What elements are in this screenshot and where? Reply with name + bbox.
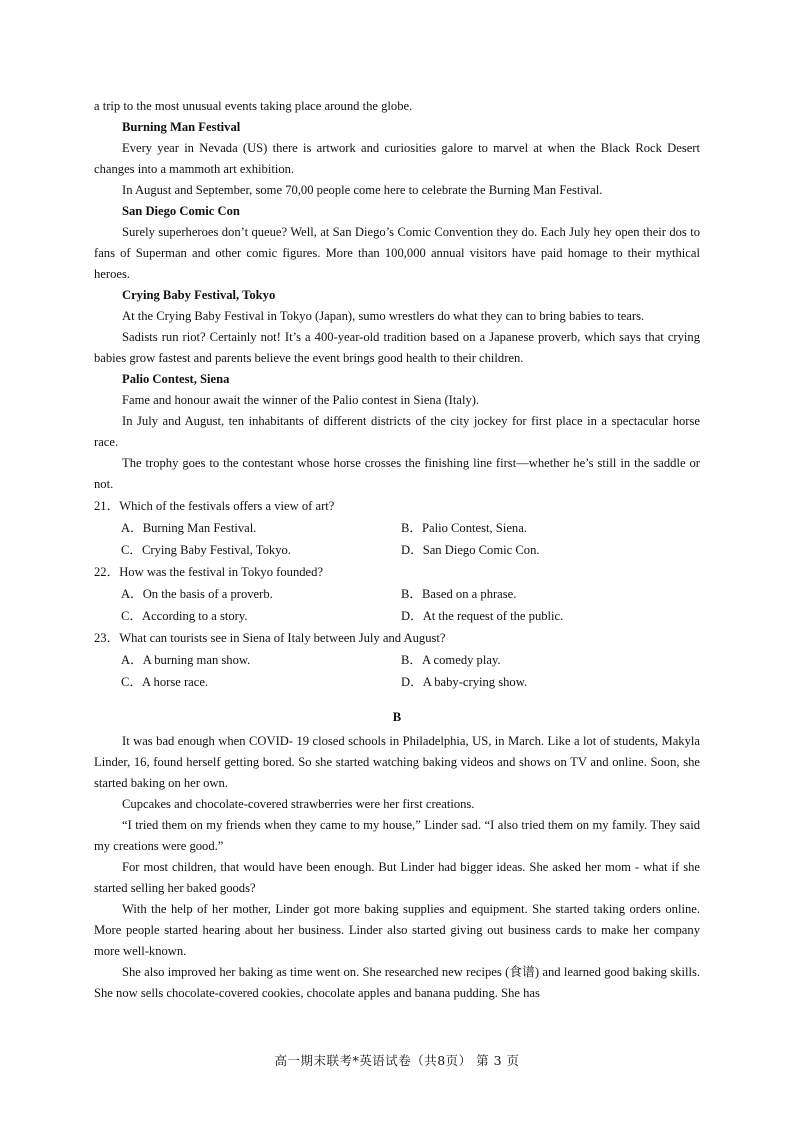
page-footer: 高一期末联考*英语试卷（共8页） 第 3 页	[274, 1053, 520, 1068]
question-21	[94, 495, 700, 561]
festival-title-burning-man: Burning Man Festival	[122, 120, 241, 134]
paragraph: “I tried them on my friends when they came to my house,” Linder sad. “I also tried them on my family. They said my creations were good.”	[94, 818, 700, 853]
paragraph: She also improved her baking as time went on. She researched new recipes (食谱) and learned good baking skills. She now sells chocolate-covered cookies, chocolate apples and banana pudding. She has	[94, 965, 700, 1000]
question-stem: 23．What can tourists see in Siena of Italy between July and August?	[94, 631, 446, 645]
paragraph: With the help of her mother, Linder got more baking supplies and equipment. She started taking orders online. More people started hearing about her business. Linder also started giving out business cards to make her company more well-known.	[94, 902, 700, 958]
festival-title-palio: Palio Contest, Siena	[122, 372, 230, 386]
paragraph: Fame and honour await the winner of the Palio contest in Siena (Italy).	[122, 393, 480, 407]
option-d: D．A baby-crying show.	[401, 675, 528, 689]
paragraph: Surely superheroes don’t queue? Well, at San Diego’s Comic Convention they do. Each July hey open their dos to fans of Superman and other comic figures. More than 100,000 annual visitors have paid homage to their mythical heroes.	[94, 225, 700, 281]
paragraph: Sadists run riot? Certainly not! It’s a 400-year-old tradition based on a Japanese proverb, which says that crying babies grow fastest and parents believe the event brings good health to their children.	[94, 330, 700, 365]
passage-a-intro: a trip to the most unusual events taking place around the globe.	[94, 99, 413, 113]
paragraph: For most children, that would have been enough. But Linder had bigger ideas. She asked her mom - what if she started selling her baked goods?	[94, 860, 700, 895]
option-b: B．Palio Contest, Siena.	[401, 521, 527, 535]
paragraph: At the Crying Baby Festival in Tokyo (Japan), sumo wrestlers do what they can to bring babies to tears.	[122, 309, 645, 323]
option-c: C．Crying Baby Festival, Tokyo.	[121, 543, 291, 557]
question-stem: 21．Which of the festivals offers a view of art?	[94, 499, 335, 513]
paragraph: It was bad enough when COVID- 19 closed schools in Philadelphia, US, in March. Like a lot of students, Makyla Linder, 16, found herself getting bored. So she started watching baking videos and shows on TV and online. Soon, she started baking on her own.	[94, 734, 700, 790]
option-d: D．San Diego Comic Con.	[401, 543, 540, 557]
festival-title-crying-baby: Crying Baby Festival, Tokyo	[122, 288, 276, 302]
question-stem: 22．How was the festival in Tokyo founded?	[94, 565, 324, 579]
paragraph: Cupcakes and chocolate-covered strawberries were her first creations.	[122, 797, 475, 811]
festival-title-comic-con: San Diego Comic Con	[122, 204, 240, 218]
paragraph: Every year in Nevada (US) there is artwork and curiosities galore to marvel at when the Black Rock Desert changes into a mammoth art exhibition.	[94, 141, 700, 176]
paragraph: In July and August, ten inhabitants of different districts of the city jockey for first place in a spectacular horse race.	[94, 414, 700, 449]
option-a: A．A burning man show.	[121, 653, 251, 667]
exam-page	[94, 96, 700, 1004]
option-b: B．A comedy play.	[401, 653, 501, 667]
question-options	[94, 583, 700, 627]
section-label-b: B	[392, 710, 402, 724]
option-d: D．At the request of the public.	[401, 609, 564, 623]
question-23	[94, 627, 700, 693]
option-a: A．Burning Man Festival.	[121, 521, 257, 535]
option-a: A．On the basis of a proverb.	[121, 587, 273, 601]
paragraph: In August and September, some 70,00 people come here to celebrate the Burning Man Festival.	[122, 183, 603, 197]
option-c: C．According to a story.	[121, 609, 248, 623]
option-c: C．A horse race.	[121, 675, 209, 689]
question-22	[94, 561, 700, 627]
paragraph: The trophy goes to the contestant whose horse crosses the finishing line first—whether he’s still in the saddle or not.	[94, 456, 700, 491]
question-options	[94, 517, 700, 561]
question-options	[94, 649, 700, 693]
option-b: B．Based on a phrase.	[401, 587, 517, 601]
